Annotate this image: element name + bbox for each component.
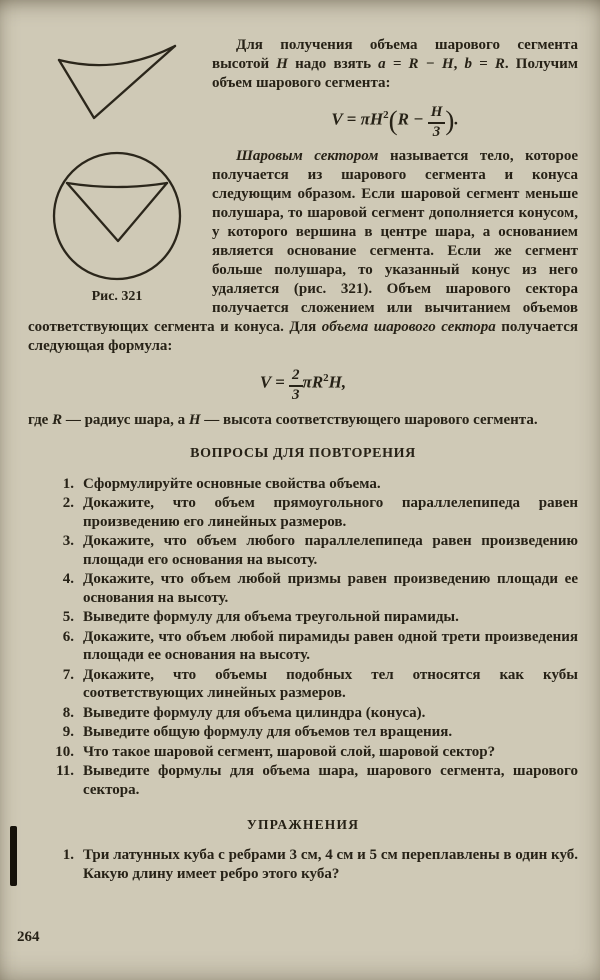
formula-middle: R − bbox=[397, 109, 428, 129]
margin-ink-mark bbox=[10, 826, 17, 886]
question-item bbox=[42, 762, 578, 799]
formula-lead: V = πH bbox=[331, 109, 384, 129]
text-segment: — радиус шара, а bbox=[62, 411, 189, 428]
term-sector: Шаровым сектором bbox=[236, 148, 379, 165]
question-text: Сформулируйте основные свойства объема. bbox=[83, 475, 381, 492]
math-expr-a: a = R − H bbox=[378, 56, 454, 72]
formula-tail: πR bbox=[302, 373, 324, 393]
question-item bbox=[42, 743, 578, 762]
question-item bbox=[42, 494, 578, 531]
question-text: Докажите, что объемы подобных тел относятся как кубы соответствующих линейных размеров. bbox=[83, 666, 578, 702]
question-number: 5. bbox=[62, 609, 74, 626]
cone-figure bbox=[52, 38, 182, 123]
math-var-H: H bbox=[276, 56, 288, 72]
close-paren: ) bbox=[445, 105, 455, 136]
math-var-R: R bbox=[52, 411, 63, 428]
figure-321 bbox=[28, 38, 206, 305]
fraction-numerator: H bbox=[428, 105, 446, 124]
text-segment: Для получения объема шарового сегмента высотой bbox=[212, 37, 578, 72]
question-item bbox=[42, 475, 578, 494]
text-segment: получается следующая формула: bbox=[28, 319, 578, 355]
fraction-denominator: 3 bbox=[432, 123, 441, 140]
question-text: Докажите, что объем прямоугольного параллелепипеда равен произведению его линейных размеров. bbox=[83, 495, 578, 530]
questions-heading: ВОПРОСЫ ДЛЯ ПОВТОРЕНИЯ bbox=[190, 445, 416, 461]
exercise-text: Три латунных куба с ребрами 3 см, 4 см и 5 см переплавлены в один куб. Какую длину имеет ребро этого куба? bbox=[83, 847, 578, 882]
term-sector-volume: объема шарового сектора bbox=[321, 319, 496, 336]
fraction-numerator: 2 bbox=[289, 368, 303, 387]
text-segment: надо взять bbox=[287, 56, 379, 72]
exercise-item bbox=[42, 846, 578, 883]
text-segment: . Получим объем шарового сегмента: bbox=[212, 56, 579, 91]
question-item bbox=[42, 723, 578, 742]
figure-gap bbox=[28, 123, 206, 143]
question-number: 4. bbox=[62, 571, 74, 588]
text-segment: называется тело, которое получается из шарового сегмента и конуса следующим образом. Если шаровой сегмент меньше полушара, то шаровой сегмент дополняется конусом, у которого вершина в центре шара, а основанием является основание сегмента. Если же сегмент больше полушара, то указанный конус из него удаляется (рис. 321). Объем шарового сектора получается сложением или вычитанием объемов соответствующих сегмента и конуса. Для bbox=[28, 148, 578, 336]
formula-exponent: 2 bbox=[383, 109, 389, 121]
question-item bbox=[42, 628, 578, 665]
page-number: 264 bbox=[17, 929, 40, 945]
question-text: Выведите формулу для объема цилиндра (конуса). bbox=[83, 704, 426, 721]
question-item bbox=[42, 532, 578, 569]
sphere-cone-figure bbox=[47, 143, 187, 285]
question-text: Выведите формулы для объема шара, шарового сегмента, шарового сектора. bbox=[83, 763, 578, 798]
question-number: 10. bbox=[55, 743, 74, 760]
questions-list bbox=[42, 475, 578, 800]
question-text: Докажите, что объем любой пирамиды равен одной трети произведения площади ее основания на высоту. bbox=[83, 628, 578, 664]
question-text: Что такое шаровой сегмент, шаровой слой, шаровой сектор? bbox=[83, 743, 496, 760]
question-text: Выведите формулу для объема треугольной пирамиды. bbox=[83, 609, 459, 626]
question-number: 11. bbox=[56, 763, 74, 780]
question-item bbox=[42, 666, 578, 703]
formula-sphere-sector bbox=[28, 363, 578, 403]
math-var-H: H bbox=[188, 411, 201, 428]
question-text: Выведите общую формулу для объемов тел вращения. bbox=[83, 724, 453, 741]
question-text: Докажите, что объем любого параллелепипеда равен произведению площади его основания на высоту. bbox=[83, 533, 578, 568]
question-number: 3. bbox=[62, 533, 74, 550]
open-paren: ( bbox=[388, 105, 398, 136]
question-item bbox=[42, 608, 578, 627]
formula-end: . bbox=[454, 109, 459, 129]
question-number: 7. bbox=[62, 666, 74, 683]
fraction-2-3 bbox=[289, 368, 303, 404]
question-number: 2. bbox=[62, 495, 74, 512]
question-number: 9. bbox=[62, 724, 74, 741]
text-segment: , bbox=[453, 56, 465, 72]
formula-lead: V = bbox=[259, 373, 290, 393]
exercises-list bbox=[42, 846, 578, 883]
formula-end: H, bbox=[328, 373, 347, 393]
figure-caption: Рис. 321 bbox=[91, 289, 143, 304]
radius-note-paragraph bbox=[28, 411, 578, 430]
exercises-heading: УПРАЖНЕНИЯ bbox=[246, 817, 360, 833]
fraction-denominator: 3 bbox=[292, 387, 300, 404]
question-number: 1. bbox=[62, 475, 74, 492]
question-text: Докажите, что объем любой призмы равен произведению площади ее основания на высоту. bbox=[83, 571, 578, 606]
formula-exponent: 2 bbox=[323, 372, 329, 385]
question-number: 6. bbox=[62, 628, 74, 645]
question-item bbox=[42, 704, 578, 723]
fraction-H-3 bbox=[428, 105, 446, 141]
text-segment: — высота соответствующего шарового сегмента. bbox=[200, 411, 538, 428]
question-number: 8. bbox=[62, 704, 74, 721]
text-segment: где bbox=[28, 411, 53, 428]
exercise-number: 1. bbox=[62, 847, 74, 864]
math-expr-b: b = R bbox=[464, 56, 505, 72]
question-item bbox=[42, 570, 578, 607]
